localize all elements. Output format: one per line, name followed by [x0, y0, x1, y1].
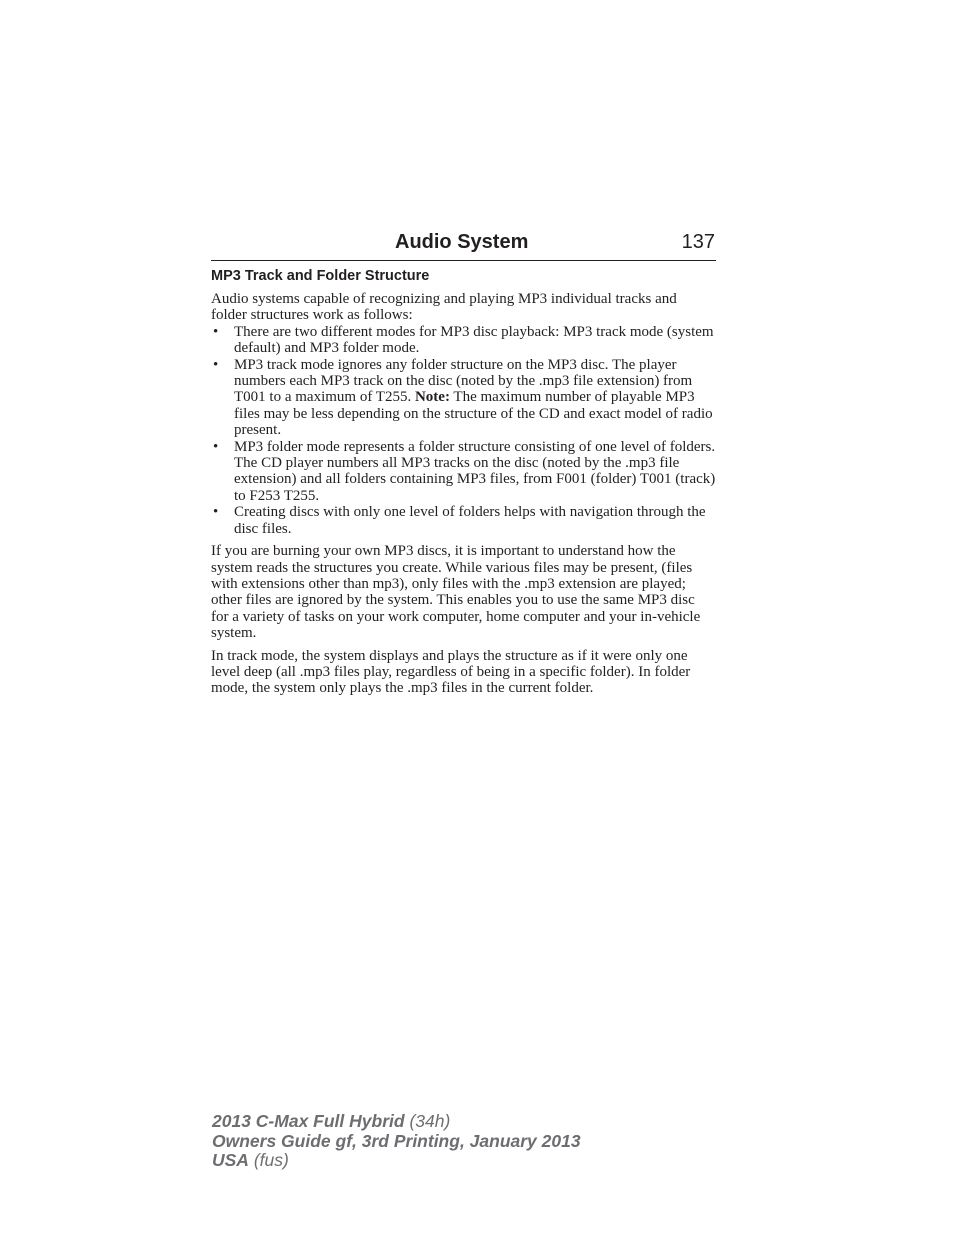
subsection-heading: MP3 Track and Folder Structure — [211, 268, 430, 284]
footer-model: 2013 C-Max Full Hybrid — [212, 1111, 405, 1131]
bullet-text-continued: The maximum number of playable MP3 files may be less depending on the structure of the CD and exact model of radio present. — [234, 389, 713, 439]
page-header — [211, 226, 716, 261]
footer-market-line — [212, 1151, 581, 1171]
note-label: Note: — [414, 389, 450, 406]
mp3-mode-bullet-list — [211, 324, 716, 537]
page-footer — [212, 1112, 581, 1171]
bullet-item — [211, 324, 716, 357]
bullet-text: MP3 folder mode represents a folder structure consisting of one level of folders. The CD player numbers all MP3 tracks on the disc (noted by the .mp3 file extension) and all folders containing MP3 files, from F001 (folder) T001 (track) to F253 T255. — [234, 438, 716, 504]
page-content — [211, 267, 716, 703]
bullet-dot-icon: • — [213, 438, 219, 455]
footer-market-code: (fus) — [253, 1150, 289, 1170]
section-title: Audio System — [395, 231, 529, 253]
bullet-item — [211, 357, 716, 439]
footer-model-line — [212, 1112, 581, 1132]
bullet-text: There are two different modes for MP3 disc playback: MP3 track mode (system default) and MP3 folder mode. — [234, 323, 714, 357]
footer-model-code: (34h) — [409, 1111, 451, 1131]
bullet-dot-icon: • — [213, 356, 219, 373]
page-number: 137 — [681, 231, 715, 253]
bullet-text: MP3 track mode ignores any folder structure on the MP3 disc. The player numbers each MP3 track on the disc (noted by the .mp3 file extension) from T001 to a maximum of T255. — [234, 356, 693, 406]
footer-market: USA — [212, 1150, 249, 1170]
bullet-item — [211, 504, 716, 537]
footer-guide-line — [212, 1132, 581, 1152]
track-folder-mode-paragraph: In track mode, the system displays and plays the structure as if it were only one level deep (all .mp3 files play, regardless of being in a specific folder). In folder mode, the system only plays the .mp3 files in the current folder. — [211, 647, 691, 697]
footer-guide: Owners Guide gf, 3rd Printing, January 2013 — [212, 1130, 581, 1151]
bullet-text: Creating discs with only one level of folders helps with navigation through the disc files. — [234, 504, 706, 537]
bullet-item — [211, 439, 716, 505]
bullet-dot-icon: • — [213, 504, 219, 521]
intro-paragraph: Audio systems capable of recognizing and playing MP3 individual tracks and folder structures work as follows: — [211, 291, 677, 324]
burning-discs-paragraph: If you are burning your own MP3 discs, it is important to understand how the system reads the structures you create. While various files may be present, (files with extensions other than mp3), only files with the .mp3 extension are played; other files are ignored by the system. This enables you to use the same MP3 disc for a variety of tasks on your work computer, home computer and your in-vehicle system. — [211, 543, 701, 642]
bullet-dot-icon: • — [213, 323, 219, 340]
